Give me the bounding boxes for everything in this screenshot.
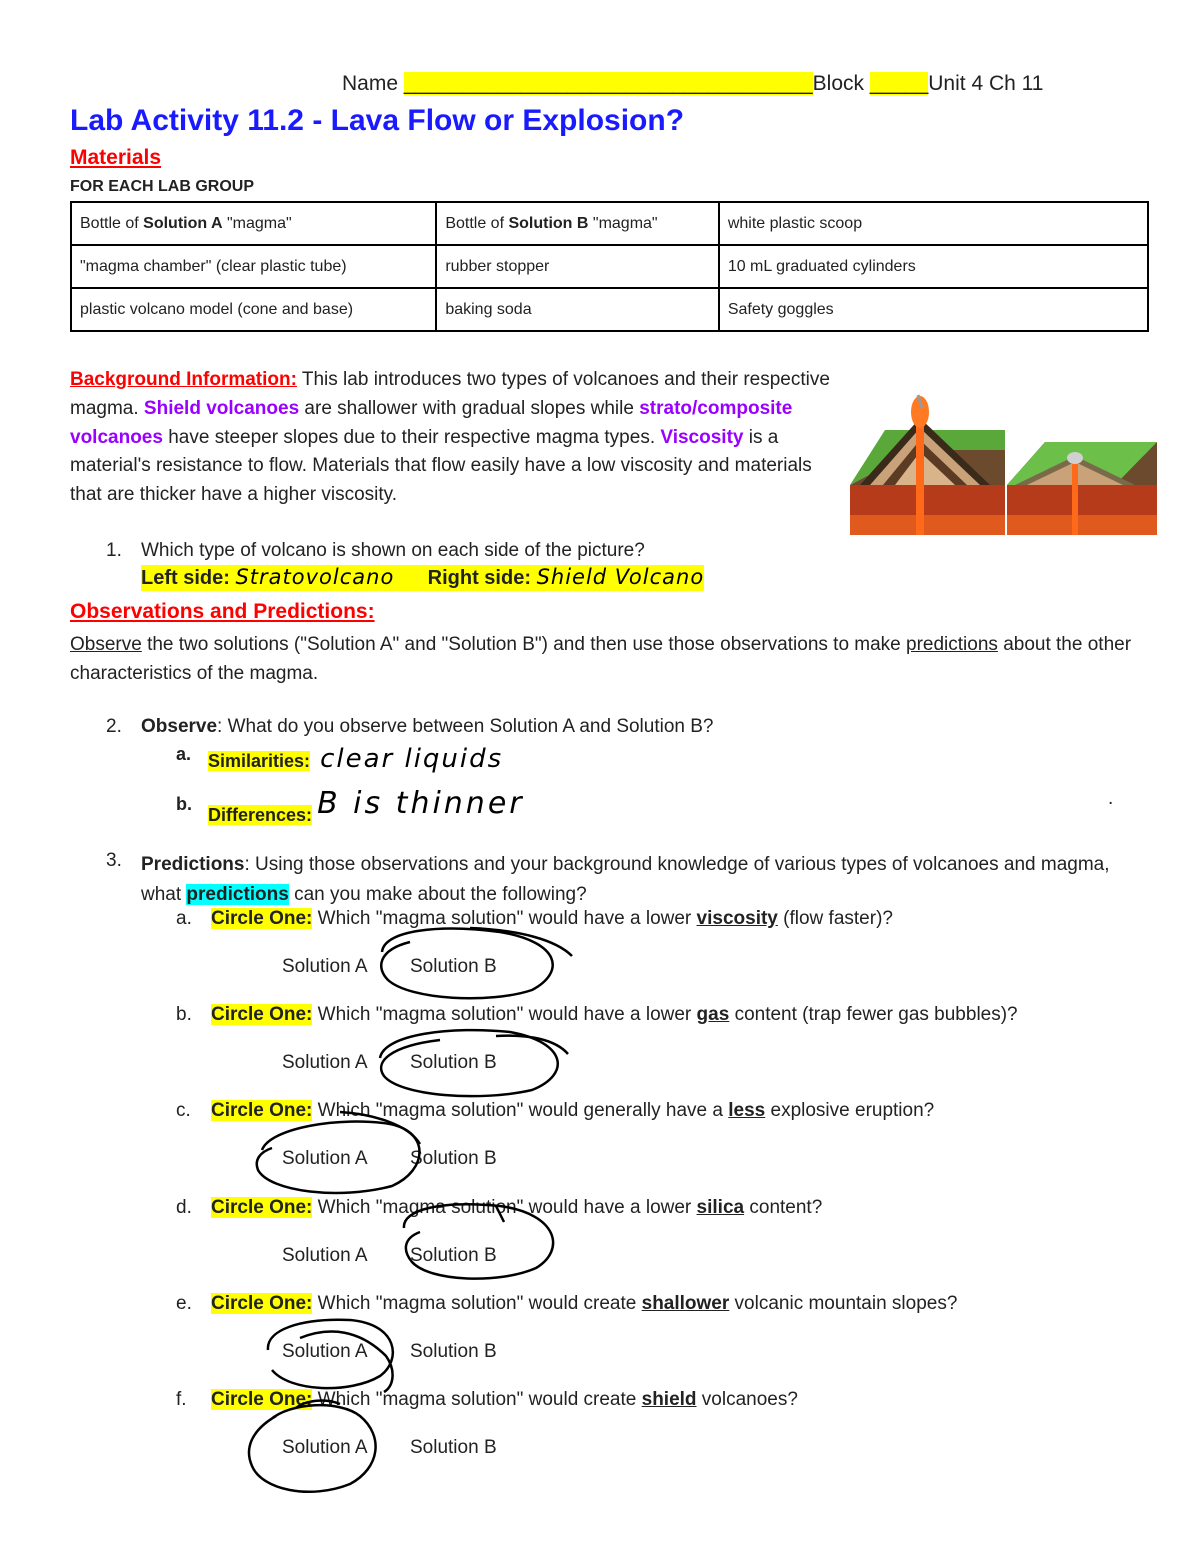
observe-word: Observe [70,634,142,655]
q3-question: can you make about the following? [288,884,587,905]
q3-number: 3. [106,850,122,871]
observations-text: the two solutions ("Solution A" and "Solution B") and then use those observations to make [141,634,907,655]
q2-number: 2. [106,716,122,737]
prediction-keyword: viscosity [696,908,778,929]
materials-cell-text: white plastic scoop [727,214,863,232]
prediction-keyword: silica [696,1197,745,1218]
q2-question: : What do you observe between Solution A and Solution B? [217,716,714,737]
materials-cell [719,245,1148,288]
solution-a-option[interactable]: Solution A [282,1052,368,1073]
materials-row [71,202,1148,245]
background-paragraph [70,366,830,510]
prediction-text: Which "magma solution" would generally have a [312,1100,729,1121]
q2-text [141,716,714,738]
q2a-row [208,744,503,774]
background-text: are shallower with gradual slopes while [299,397,640,419]
predictions-label: Predictions [141,854,245,875]
prediction-question [211,1389,798,1411]
solution-b-option[interactable]: Solution B [410,1341,497,1362]
prediction-text: volcanoes? [696,1389,798,1410]
prediction-text: Which "magma solution" would create [312,1293,642,1314]
materials-cell-text: "magma" [222,214,292,232]
prediction-letter: f. [176,1389,187,1410]
background-label: Background Information: [70,369,297,390]
right-side-handwriting: Shield Volcano [536,565,705,589]
solution-b-option[interactable]: Solution B [410,956,497,977]
materials-cell-emphasis: Solution B [508,214,589,232]
materials-cell [436,245,719,288]
right-side-label: Right side: [427,567,531,589]
q2b-letter: b. [176,794,192,814]
materials-cell-text: "magma" [588,214,658,232]
solution-b-option[interactable]: Solution B [410,1437,497,1458]
name-label: Name [342,72,399,95]
materials-cell [71,245,436,288]
materials-cell [436,202,719,245]
q1-answers [141,565,704,590]
differences-label: Differences: [208,805,313,825]
prediction-keyword: gas [696,1004,730,1025]
solution-a-option[interactable]: Solution A [282,1437,368,1458]
materials-cell [71,288,436,331]
circle-one-label: Circle One: [211,908,313,929]
background-text: have steeper slopes due to their respective magma types. [162,426,661,448]
observations-paragraph [70,630,1140,688]
background-text: is a material's resistance to flow. Materials that flow easily have a low viscosity and materials that are thicker have a higher viscosity. [70,426,812,506]
prediction-question [211,1197,822,1219]
materials-cell-text: Safety goggles [727,300,834,318]
shield-volcanoes-term: Shield volcanoes [143,397,300,419]
materials-cell [436,288,719,331]
prediction-text: explosive eruption? [765,1100,935,1121]
solution-b-option[interactable]: Solution B [410,1148,497,1169]
unit-label: Unit 4 Ch 11 [928,72,1044,95]
materials-cell [719,288,1148,331]
materials-heading: Materials [70,146,162,169]
page-title: Lab Activity 11.2 - Lava Flow or Explosion? [70,104,685,137]
background-text: This lab introduces two types of volcanoes and their respective magma. [70,369,830,419]
predictions-highlight: predictions [186,884,289,905]
prediction-keyword: less [728,1100,766,1121]
materials-row [71,288,1148,331]
q1-number: 1. [106,540,122,561]
materials-cell-text: Bottle of [445,214,509,232]
observe-label: Observe [141,716,218,737]
circle-one-label: Circle One: [211,1004,313,1025]
predictions-word: predictions [906,634,998,655]
solution-a-option[interactable]: Solution A [282,1341,368,1362]
materials-cell-text: baking soda [445,300,532,318]
prediction-question [211,1100,934,1122]
prediction-text: volcanic mountain slopes? [729,1293,958,1314]
circle-one-label: Circle One: [211,1197,313,1218]
materials-cell-text: Bottle of [80,214,144,232]
prediction-text: Which "magma solution" would have a lower [312,1004,697,1025]
q2b-row [208,786,525,825]
prediction-letter: c. [176,1100,191,1121]
solution-b-option[interactable]: Solution B [410,1052,497,1073]
circle-one-label: Circle One: [211,1293,313,1314]
prediction-text: Which "magma solution" would have a lower [312,908,697,929]
prediction-keyword: shallower [641,1293,730,1314]
circle-one-label: Circle One: [211,1100,313,1121]
prediction-question [211,1293,957,1315]
left-side-answer[interactable] [141,565,704,591]
materials-cell-text: plastic volcano model (cone and base) [80,300,354,318]
block-field[interactable]: _____ [869,72,929,95]
prediction-text: Which "magma solution" would have a lower [312,1197,697,1218]
observations-heading: Observations and Predictions: [70,600,375,623]
name-field[interactable]: ___________________________________ [403,72,813,95]
materials-row [71,245,1148,288]
materials-cell-text: "magma chamber" (clear plastic tube) [80,257,347,275]
circle-one-label: Circle One: [211,1389,313,1410]
prediction-keyword: shield [641,1389,697,1410]
differences-handwriting[interactable]: B is thinner [317,786,525,821]
solution-b-option[interactable]: Solution B [410,1245,497,1266]
solution-a-option[interactable]: Solution A [282,956,368,977]
prediction-text: content (trap fewer gas bubbles)? [729,1004,1018,1025]
materials-cell-text: 10 mL graduated cylinders [727,257,916,275]
left-side-label: Left side: [141,567,230,589]
q2a-letter: a. [176,744,192,764]
materials-cell [71,202,436,245]
prediction-letter: e. [176,1293,192,1314]
prediction-text: (flow faster)? [777,908,893,929]
solution-a-option[interactable]: Solution A [282,1148,368,1169]
q3-text [141,850,1141,910]
trailing-dot: . [1108,788,1114,809]
materials-table [70,201,1149,332]
left-side-handwriting: Stratovolcano [235,565,395,589]
observations-text: about the other characteristics of the magma. [70,634,1132,684]
materials-subheading: FOR EACH LAB GROUP [70,178,254,195]
materials-cell [719,202,1148,245]
prediction-letter: b. [176,1004,192,1025]
prediction-text: content? [744,1197,823,1218]
prediction-letter: a. [176,908,192,929]
strato-volcanoes-term: strato/composite volcanoes [70,397,793,448]
prediction-letter: d. [176,1197,192,1218]
volcano-cross-section-image [845,390,1157,536]
prediction-text: Which "magma solution" would create [312,1389,642,1410]
student-header [342,72,1043,96]
solution-a-option[interactable]: Solution A [282,1245,368,1266]
prediction-question [211,1004,1018,1026]
similarities-handwriting[interactable]: clear liquids [320,744,504,774]
viscosity-term: Viscosity [660,426,744,448]
block-label: Block [812,72,865,95]
similarities-label: Similarities: [208,751,311,771]
prediction-question [211,908,893,930]
q1-text: Which type of volcano is shown on each side of the picture? [141,540,645,561]
materials-cell-emphasis: Solution A [143,214,223,232]
q3-question: : Using those observations and your background knowledge of various types of volcanoes and magma, what [141,854,1110,905]
materials-cell-text: rubber stopper [445,257,550,275]
